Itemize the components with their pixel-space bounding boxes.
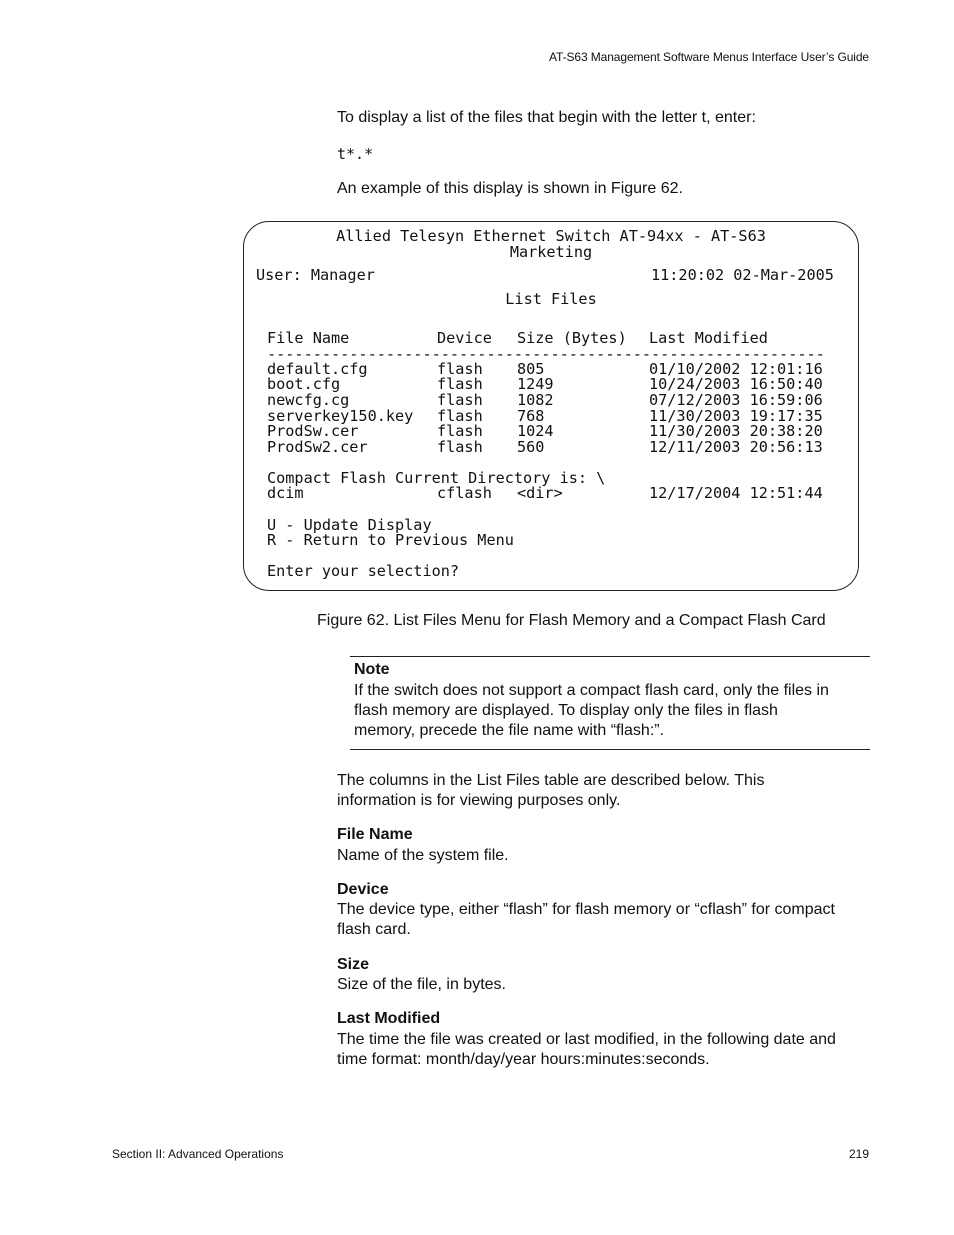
footer-page-number: 219 [848, 1147, 869, 1161]
terminal-title-line2: Marketing [509, 243, 593, 261]
device-cell: flash [437, 375, 483, 393]
definition-term-file-name: File Name [337, 826, 413, 843]
compact-flash-directory-label: Compact Flash Current Directory is: \ [267, 469, 606, 487]
footer-section: Section II: Advanced Operations [112, 1147, 284, 1161]
note-line: flash memory are displayed. To display only the files in flash [354, 702, 778, 719]
note-top-rule [350, 656, 870, 657]
col-header-file-name: File Name [267, 329, 350, 347]
size-cell: 805 [517, 360, 545, 378]
option-update-display: U - Update Display [267, 516, 432, 534]
device-cell: flash [437, 360, 483, 378]
size-cell: 1082 [517, 391, 554, 409]
size-cell: 1024 [517, 422, 554, 440]
modified-cell: 10/24/2003 16:50:40 [649, 375, 823, 393]
note-bottom-rule [350, 749, 870, 750]
modified-cell: 12/11/2003 20:56:13 [649, 438, 823, 456]
size-cell: 560 [517, 438, 545, 456]
size-cell: <dir> [517, 484, 563, 502]
device-cell: flash [437, 391, 483, 409]
file-name-cell: dcim [267, 484, 304, 502]
header-separator: ------------------------------------------------------------- [267, 346, 825, 362]
definition-term-size: Size [337, 956, 370, 973]
definition-text: The device type, either “flash” for flash memory or “cflash” for compact [337, 901, 835, 918]
definition-term-device: Device [337, 881, 389, 898]
definition-term-last-modified: Last Modified [337, 1010, 441, 1027]
definition-text: time format: month/day/year hours:minutes:seconds. [337, 1051, 710, 1068]
figure-caption: Figure 62. List Files Menu for Flash Memory and a Compact Flash Card [317, 612, 826, 629]
running-header: AT-S63 Management Software Menus Interface User’s Guide [549, 50, 869, 64]
file-name-cell: ProdSw.cer [267, 422, 359, 440]
definition-text: Name of the system file. [337, 847, 509, 864]
size-cell: 768 [517, 407, 545, 425]
selection-prompt: Enter your selection? [267, 562, 460, 580]
file-name-cell: default.cfg [267, 360, 368, 378]
modified-cell: 01/10/2002 12:01:16 [649, 360, 823, 378]
body-intro-line: The columns in the List Files table are described below. This [337, 772, 765, 789]
definition-text: Size of the file, in bytes. [337, 976, 506, 993]
size-cell: 1249 [517, 375, 554, 393]
note-title: Note [354, 661, 390, 678]
command-example: t*.* [337, 145, 374, 163]
file-name-cell: boot.cfg [267, 375, 341, 393]
body-intro-line: information is for viewing purposes only. [337, 792, 621, 809]
intro-paragraph-2: An example of this display is shown in Figure 62. [337, 180, 683, 197]
modified-cell: 07/12/2003 16:59:06 [649, 391, 823, 409]
definition-text: The time the file was created or last modified, in the following date and [337, 1031, 836, 1048]
note-line: If the switch does not support a compact flash card, only the files in [354, 682, 829, 699]
col-header-size: Size (Bytes) [517, 329, 627, 347]
definition-text: flash card. [337, 921, 411, 938]
device-cell: cflash [437, 484, 492, 502]
file-name-cell: ProdSw2.cer [267, 438, 368, 456]
file-name-cell: serverkey150.key [267, 407, 414, 425]
file-name-cell: newcfg.cg [267, 391, 350, 409]
modified-cell: 12/17/2004 12:51:44 [649, 484, 823, 502]
option-return-previous-menu: R - Return to Previous Menu [267, 531, 514, 549]
terminal-user: User: Manager [256, 266, 375, 284]
col-header-last-modified: Last Modified [649, 329, 768, 347]
modified-cell: 11/30/2003 19:17:35 [649, 407, 823, 425]
note-line: memory, precede the file name with “flash:”. [354, 722, 665, 739]
device-cell: flash [437, 422, 483, 440]
device-cell: flash [437, 438, 483, 456]
device-cell: flash [437, 407, 483, 425]
intro-paragraph-1: To display a list of the files that begin with the letter t, enter: [337, 109, 756, 126]
terminal-datetime: 11:20:02 02-Mar-2005 [651, 266, 834, 284]
col-header-device: Device [437, 329, 492, 347]
terminal-menu-title: List Files [505, 290, 597, 308]
modified-cell: 11/30/2003 20:38:20 [649, 422, 823, 440]
terminal-title-line1: Allied Telesyn Ethernet Switch AT-94xx - AT-S63 [336, 227, 766, 245]
